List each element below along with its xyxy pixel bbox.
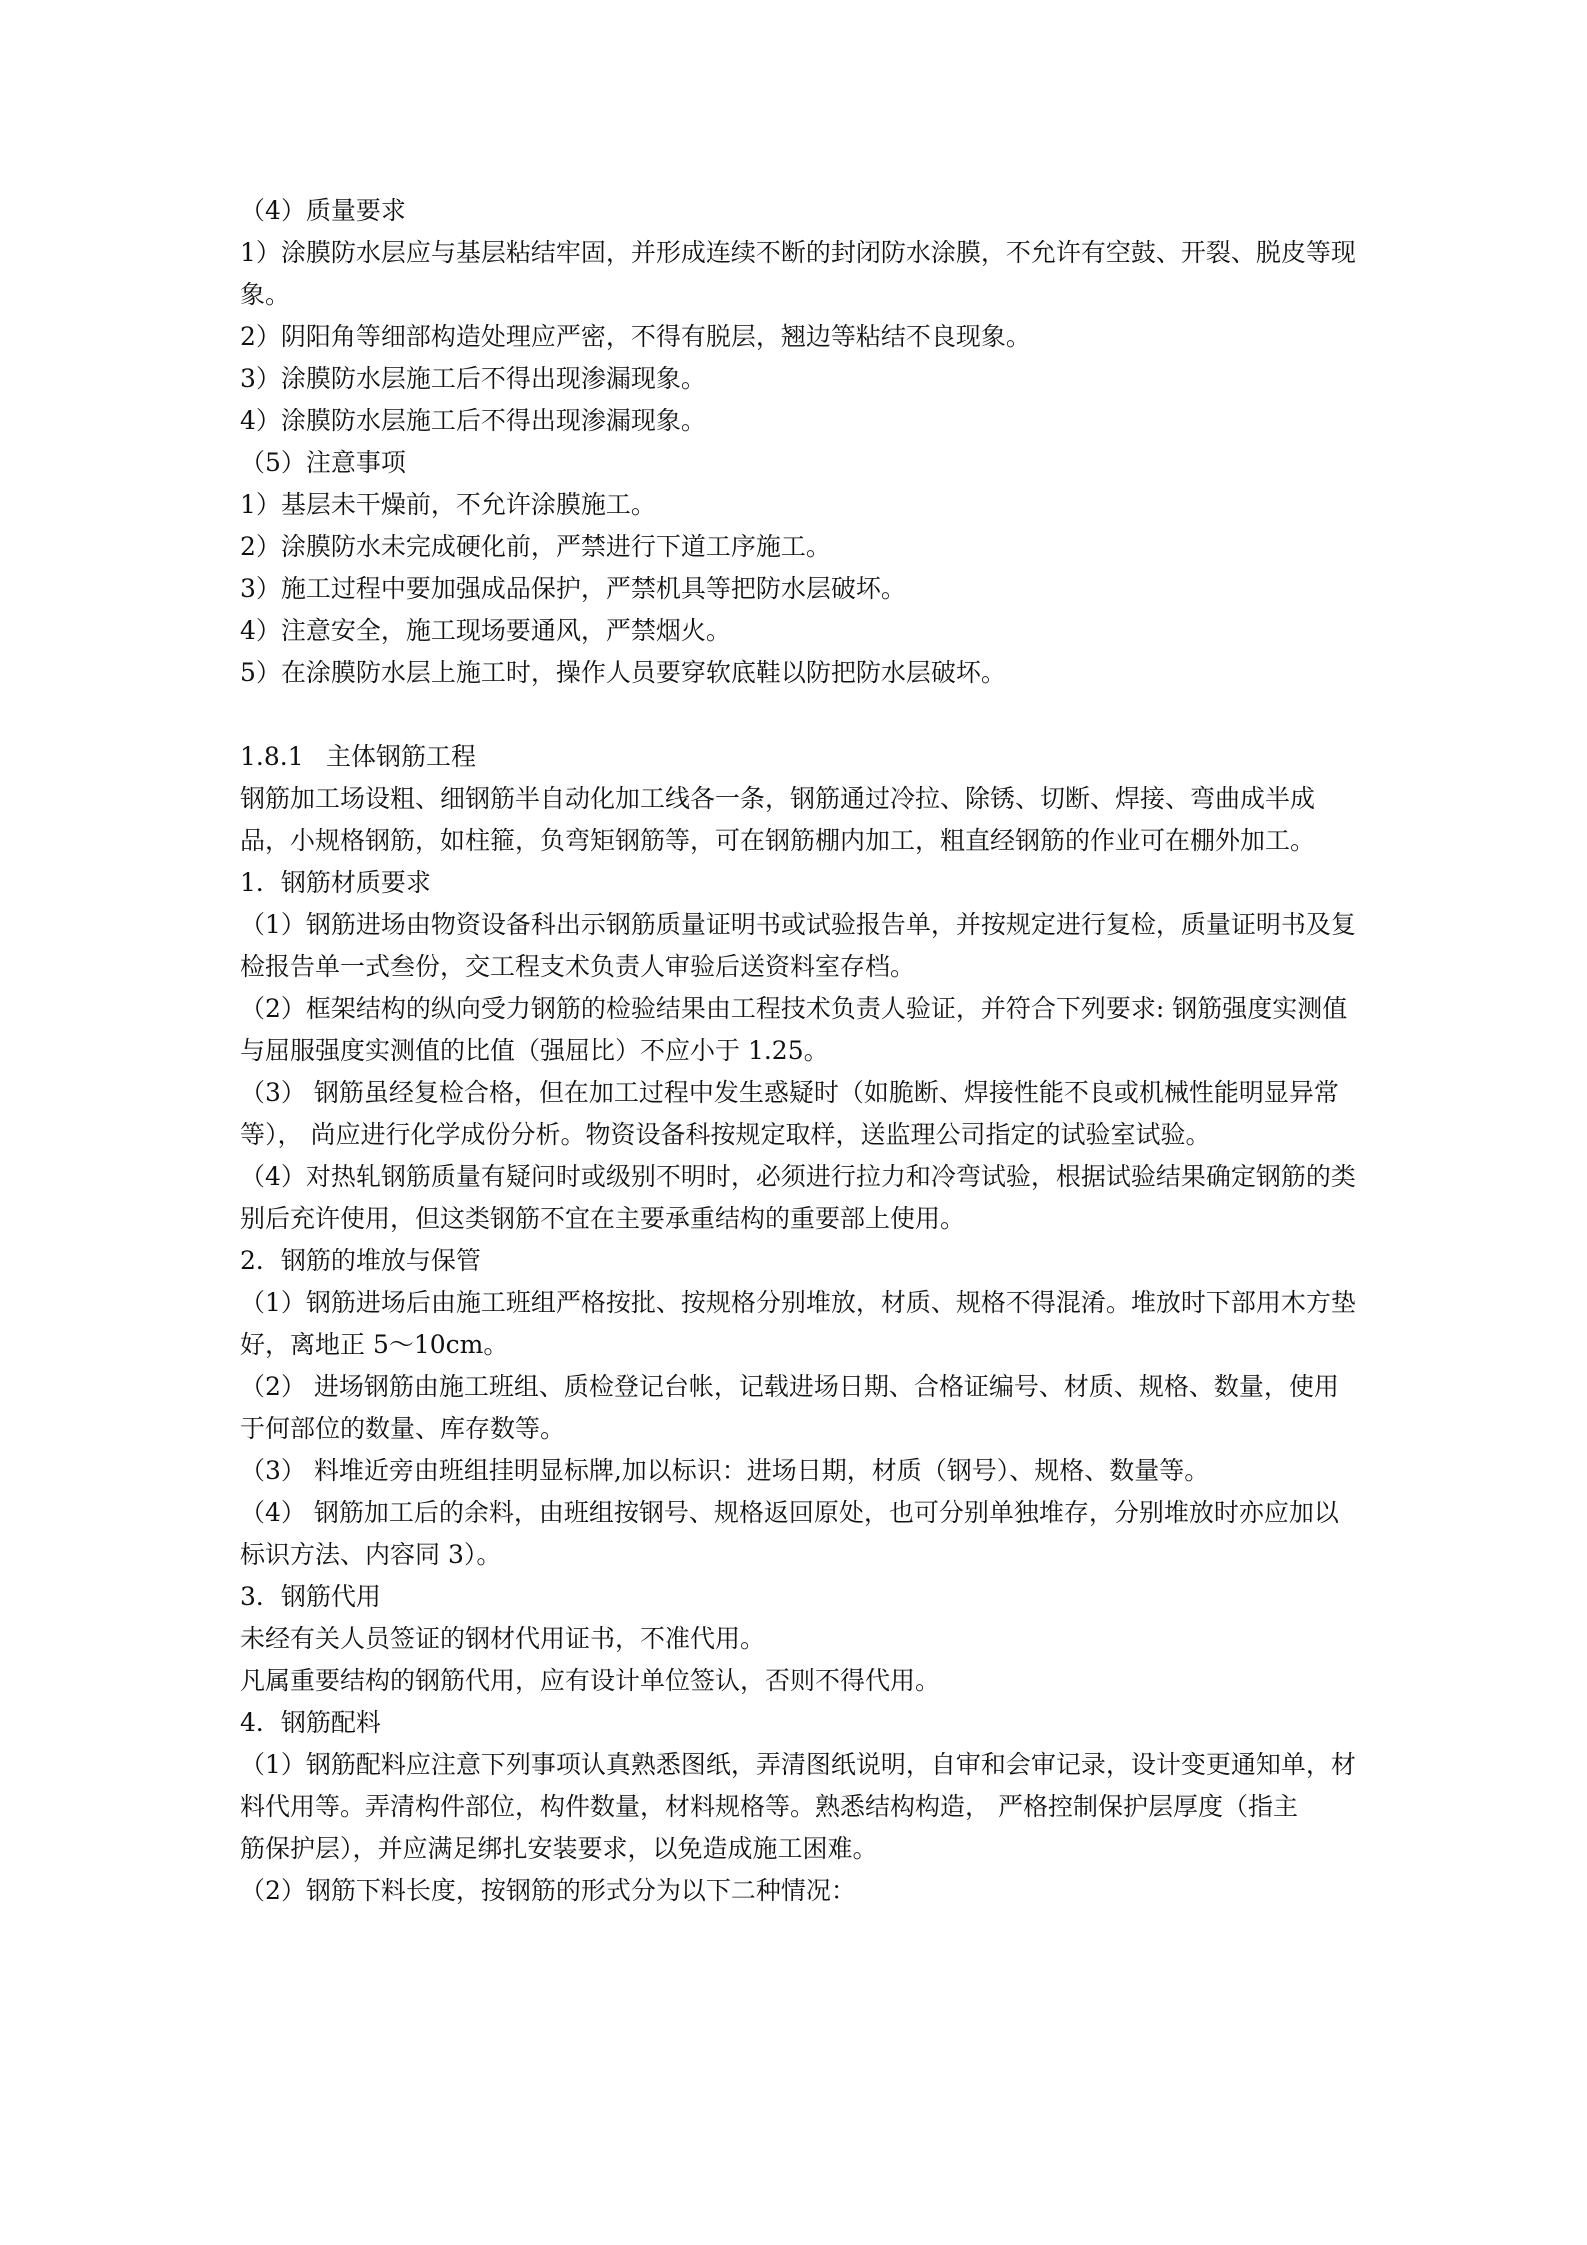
storage-title: 2．钢筋的堆放与保管: [240, 1246, 481, 1275]
quality-item-1: 1）涂膜防水层应与基层粘结牢固，并形成连续不断的封闭防水涂膜，不允许有空鼓、开裂、脱皮等现象。: [240, 238, 1356, 309]
quality-item-2: 2）阴阳角等细部构造处理应严密，不得有脱层，翘边等粘结不良现象。: [240, 322, 1031, 351]
batching-item-1-part-2: 筋保护层），并应满足绑扎安装要求，以免造成施工困难。: [240, 1834, 878, 1863]
material-title: 1．钢筋材质要求: [240, 868, 431, 897]
material-item-2: （2）框架结构的纵向受力钢筋的检验结果由工程技术负责人验证，并符合下列要求: 钢筋强度实测值与屈服强度实测值的比值（强屈比）不应小于 1.25。: [240, 994, 1348, 1065]
storage-item-3: （3） 料堆近旁由班组挂明显标牌,加以标识：进场日期，材质（钢号）、规格、数量等。: [240, 1456, 1210, 1485]
substitute-title: 3．钢筋代用: [240, 1582, 381, 1611]
quality-title: （4）质量要求: [240, 196, 406, 225]
material-item-4: （4）对热轧钢筋质量有疑问时或级别不明时，必须进行拉力和冷弯试验，根据试验结果确定钢筋的类别后充许使用，但这类钢筋不宜在主要承重结构的重要部上使用。: [240, 1162, 1356, 1233]
storage-item-1: （1）钢筋进场后由施工班组严格按批、按规格分别堆放，材质、规格不得混淆。堆放时下部用木方垫好，离地正 5～10cm。: [240, 1288, 1356, 1359]
section-title: 主体钢筋工程: [326, 742, 477, 771]
section-spacer: [240, 694, 1360, 736]
notes-item-4: 4）注意安全，施工现场要通风，严禁烟火。: [240, 616, 731, 645]
batching-title: 4．钢筋配料: [240, 1708, 381, 1737]
batching-item-1-part-1: （1）钢筋配料应注意下列事项认真熟悉图纸，弄清图纸说明，自审和会审记录，设计变更通知单，材料代用等。弄清构件部位，构件数量，材料规格等。熟悉结构构造， 严格控制保护层厚度（指主: [240, 1750, 1356, 1821]
section-intro: 钢筋加工场设粗、细钢筋半自动化加工线各一条，钢筋通过冷拉、除锈、切断、焊接、弯曲成半成品，小规格钢筋，如柱箍，负弯矩钢筋等，可在钢筋棚内加工，粗直经钢筋的作业可在棚外加工。: [240, 784, 1316, 855]
substitute-item-2: 凡属重要结构的钢筋代用，应有设计单位签认，否则不得代用。: [240, 1666, 941, 1695]
material-item-1: （1）钢筋进场由物资设备科出示钢筋质量证明书或试验报告单，并按规定进行复检，质量证明书及复检报告单一式叁份，交工程支术负责人审验后送资料室存档。: [240, 910, 1356, 981]
storage-item-2: （2） 进场钢筋由施工班组、质检登记台帐，记载进场日期、合格证编号、材质、规格、数量，使用于何部位的数量、库存数等。: [240, 1372, 1339, 1443]
notes-item-1: 1）基层未干燥前，不允许涂膜施工。: [240, 490, 656, 519]
notes-item-3: 3）施工过程中要加强成品保护，严禁机具等把防水层破坏。: [240, 574, 906, 603]
quality-item-3: 3）涂膜防水层施工后不得出现渗漏现象。: [240, 364, 706, 393]
notes-item-2: 2）涂膜防水未完成硬化前，严禁进行下道工序施工。: [240, 532, 831, 561]
notes-item-5: 5）在涂膜防水层上施工时，操作人员要穿软底鞋以防把防水层破坏。: [240, 658, 1006, 687]
notes-title: （5）注意事项: [240, 448, 406, 477]
section-heading: [240, 736, 1360, 778]
storage-item-4: （4） 钢筋加工后的余料，由班组按钢号、规格返回原处，也可分别单独堆存，分别堆放时亦应加以标识方法、内容同 3）。: [240, 1498, 1339, 1569]
section-number: 1.8.1: [240, 742, 304, 771]
material-item-3: （3） 钢筋虽经复检合格，但在加工过程中发生惑疑时（如脆断、焊接性能不良或机械性能明显异常等）， 尚应进行化学成份分析。物资设备科按规定取样，送监理公司指定的试验室试验。: [240, 1078, 1339, 1149]
document-body: [240, 190, 1360, 1912]
substitute-item-1: 未经有关人员签证的钢材代用证书，不准代用。: [240, 1624, 766, 1653]
quality-item-4: 4）涂膜防水层施工后不得出现渗漏现象。: [240, 406, 706, 435]
batching-item-2: （2）钢筋下料长度，按钢筋的形式分为以下二种情况：: [240, 1876, 856, 1905]
